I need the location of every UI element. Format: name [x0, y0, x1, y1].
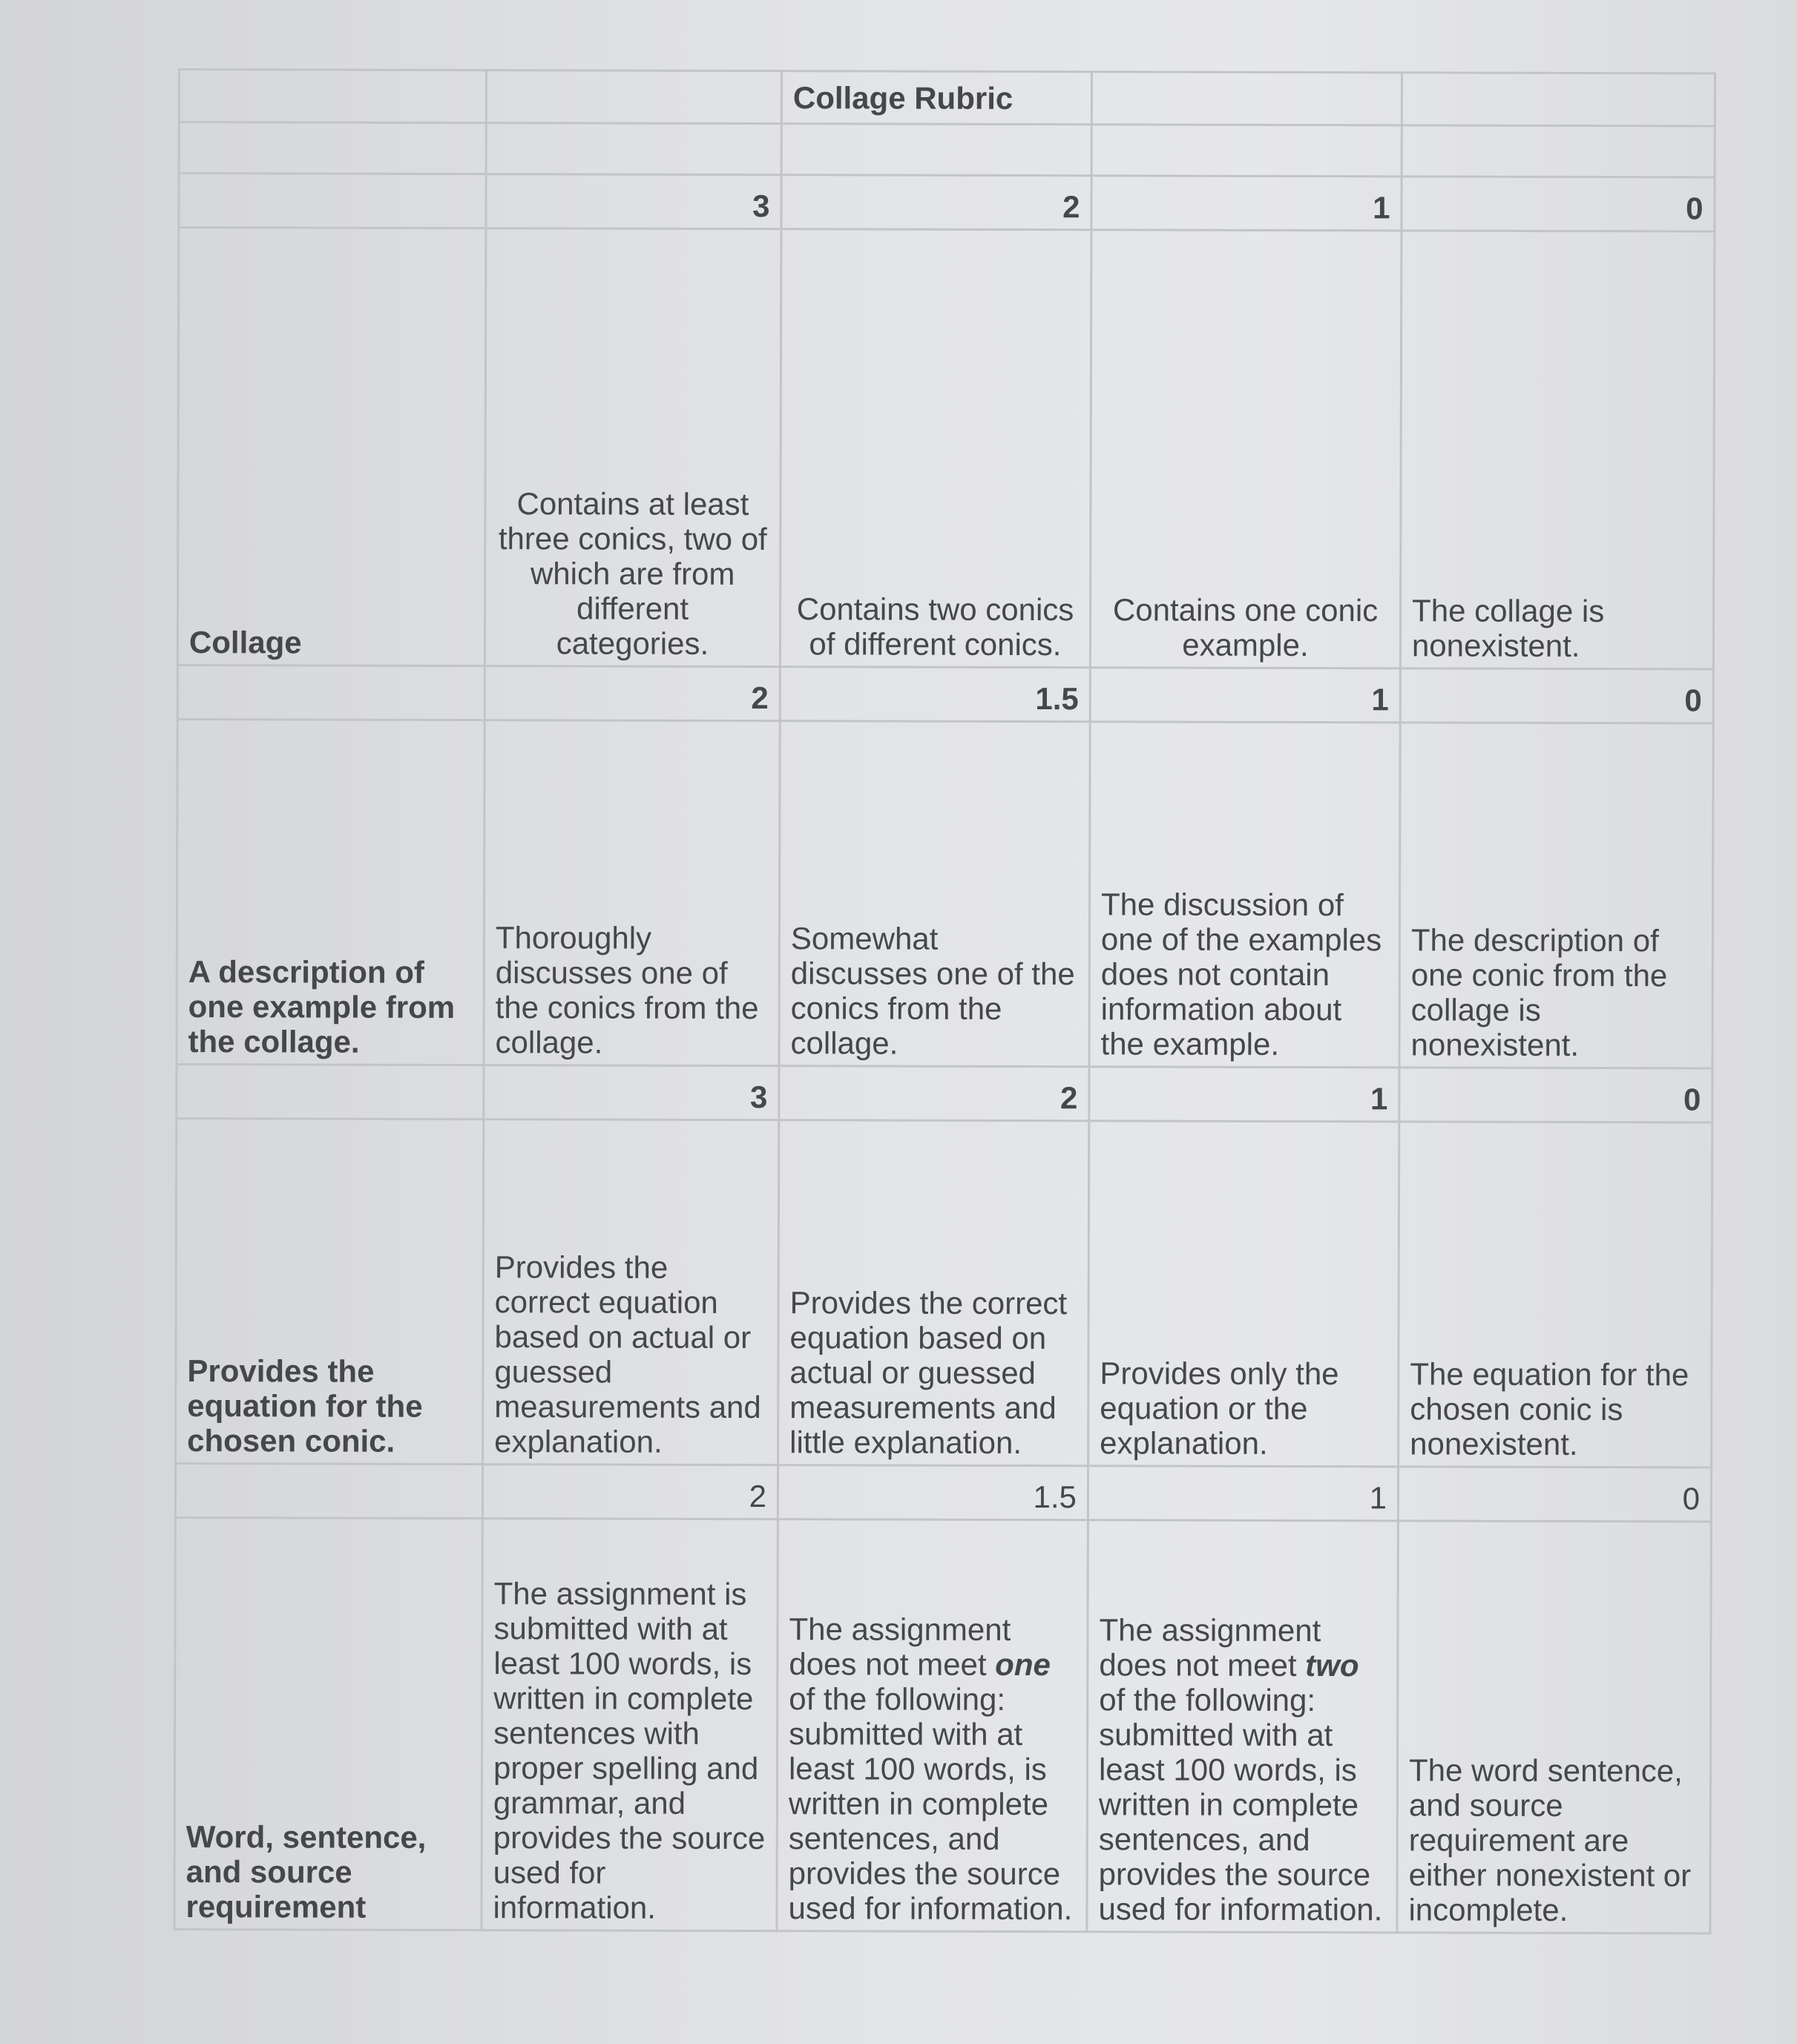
score-cell: 1	[1090, 668, 1400, 723]
descriptor-cell: Contains at least three conics, two of which are from different categories.	[484, 229, 781, 667]
descriptor-cell: The assignment is submitted with at least 100 words, is written in complete sentences with proper spelling and grammar, and provides the source used for information.	[482, 1519, 778, 1931]
score-cell: 2	[781, 175, 1091, 230]
rubric-title: Collage Rubric	[781, 71, 1091, 125]
empty-cell	[177, 666, 484, 720]
descriptor-cell: Contains one conic example.	[1090, 230, 1402, 668]
blank-row	[179, 122, 1715, 177]
empty-cell	[1402, 125, 1715, 177]
score-cell: 2	[779, 1066, 1089, 1121]
criterion-label: A description of one example from the collage.	[177, 720, 484, 1065]
score-row	[179, 174, 1715, 231]
score-cell: 1	[1091, 176, 1402, 231]
empty-cell	[1402, 73, 1715, 126]
empty-cell	[1091, 125, 1402, 177]
descriptor-emphasis: two	[1305, 1647, 1359, 1683]
criterion-row	[177, 720, 1713, 1068]
descriptor-cell: Provides the correct equation based on actual or guessed measurements and explanation.	[483, 1120, 779, 1465]
descriptor-cell: Provides only the equation or the explanation.	[1088, 1121, 1399, 1467]
descriptor-cell	[1087, 1520, 1398, 1933]
descriptor-cell: The discussion of one of the examples does not contain information about the example.	[1089, 722, 1400, 1068]
criterion-label: Word, sentence, and source requirement	[174, 1517, 482, 1930]
empty-cell	[179, 70, 486, 123]
criterion-label: Collage	[177, 228, 486, 666]
empty-cell	[1091, 72, 1402, 125]
collage-rubric-table	[173, 68, 1716, 1934]
score-row	[177, 1064, 1712, 1122]
score-cell: 0	[1400, 668, 1713, 723]
criterion-row	[177, 228, 1715, 669]
empty-cell	[486, 123, 781, 175]
descriptor-cell	[777, 1519, 1088, 1932]
empty-cell	[781, 124, 1091, 176]
criterion-row	[174, 1517, 1711, 1933]
score-cell: 2	[482, 1465, 778, 1519]
descriptor-emphasis: one	[995, 1646, 1051, 1683]
descriptor-cell: The collage is nonexistent.	[1400, 231, 1715, 669]
score-row	[175, 1463, 1711, 1521]
score-cell: 3	[486, 174, 781, 229]
score-cell: 1	[1088, 1466, 1398, 1521]
empty-cell	[179, 174, 486, 229]
score-cell: 0	[1402, 177, 1715, 231]
rubric-page	[45, 0, 1781, 2044]
criterion-row	[176, 1118, 1712, 1467]
score-cell: 3	[484, 1065, 779, 1120]
descriptor-cell: The word sentence, and source requirement are either nonexistent or incomplete.	[1397, 1521, 1711, 1933]
score-cell: 2	[484, 666, 780, 721]
empty-cell	[179, 122, 486, 174]
descriptor-cell: Thoroughly discusses one of the conics from the collage.	[484, 720, 780, 1066]
empty-cell	[177, 1064, 484, 1119]
score-row	[177, 666, 1713, 723]
descriptor-text: The assignment does not meet	[789, 1611, 1011, 1682]
empty-cell	[175, 1463, 482, 1518]
descriptor-cell: Contains two conics of different conics.	[780, 229, 1091, 668]
descriptor-cell: The description of one conic from the collage is nonexistent.	[1399, 723, 1713, 1068]
descriptor-text: The assignment does not meet	[1099, 1612, 1321, 1683]
descriptor-text: of the following: submitted with at least 100 words, is written in complete sentences, and provides the source used for information.	[1098, 1682, 1383, 1928]
descriptor-cell: Provides the correct equation based on actual or guessed measurements and little explanation.	[778, 1120, 1089, 1466]
empty-cell	[486, 70, 781, 124]
descriptor-text: of the following: submitted with at least 100 words, is written in complete sentences, and provides the source used for information.	[788, 1681, 1073, 1927]
score-cell: 1	[1089, 1067, 1399, 1122]
score-cell: 0	[1398, 1467, 1711, 1522]
descriptor-cell: Somewhat discusses one of the conics from the collage.	[779, 721, 1090, 1067]
descriptor-cell: The equation for the chosen conic is nonexistent.	[1399, 1122, 1712, 1468]
title-row	[179, 70, 1715, 126]
criterion-label: Provides the equation for the chosen conic.	[176, 1118, 484, 1464]
score-cell: 1.5	[778, 1465, 1088, 1520]
score-cell: 1.5	[780, 667, 1090, 722]
score-cell: 0	[1399, 1068, 1712, 1123]
